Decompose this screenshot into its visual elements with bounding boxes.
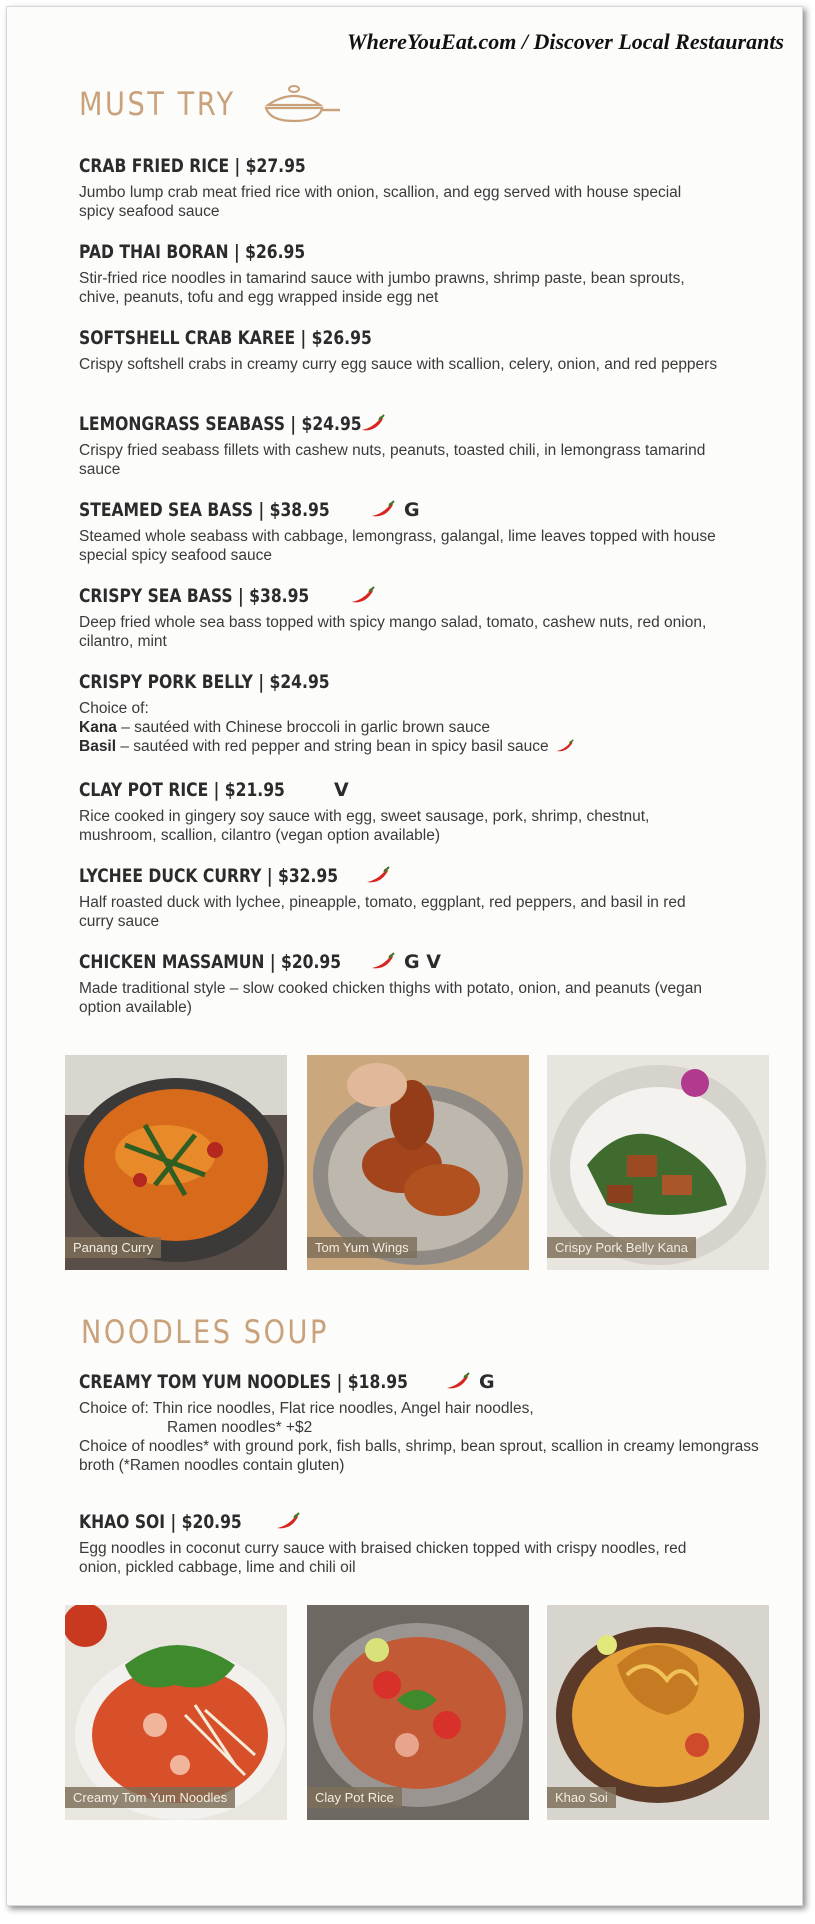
item-name: KHAO SOI | $20.95 (79, 1511, 242, 1533)
chili-pepper-icon (275, 1512, 301, 1532)
section-title-noodles-soup: NOODLES SOUP (81, 1313, 329, 1351)
chili-pepper-icon (350, 586, 376, 606)
menu-item-softshell-crab-karee (79, 325, 719, 374)
noodle-choice-line: Choice of: Thin rice noodles, Flat rice noodles, Angel hair noodles, (79, 1400, 534, 1417)
option-name: Kana (79, 719, 117, 736)
noodle-description: Choice of noodles* with ground pork, fish balls, shrimp, bean sprout, scallion in creamy lemongrass broth (*Ramen noodles contain gluten) (79, 1438, 759, 1474)
item-name: SOFTSHELL CRAB KAREE | $26.95 (79, 327, 372, 349)
item-name: PAD THAI BORAN | $26.95 (79, 241, 306, 263)
gluten-tag: G (404, 499, 420, 521)
site-watermark: WhereYouEat.com / Discover Local Restaurants (347, 29, 784, 54)
photo-label: Khao Soi (547, 1787, 616, 1808)
chili-pepper-icon (370, 500, 396, 520)
section-title-must-try: MUST TRY (79, 85, 236, 123)
item-desc (79, 699, 769, 756)
item-name: CRAB FRIED RICE | $27.95 (79, 155, 306, 177)
option-kana (79, 718, 769, 737)
item-name: CLAY POT RICE | $21.95 (79, 779, 285, 801)
chili-pepper-icon (555, 739, 575, 754)
item-name: LYCHEE DUCK CURRY | $32.95 (79, 865, 339, 887)
menu-item-steamed-sea-bass (79, 497, 719, 565)
option-basil (79, 737, 769, 756)
photo-clay-pot-rice (307, 1605, 529, 1820)
menu-page (6, 6, 803, 1906)
gluten-vegan-tags: G V (404, 951, 441, 973)
photo-label: Clay Pot Rice (307, 1787, 402, 1808)
item-desc: Stir-fried rice noodles in tamarind sauce with jumbo prawns, shrimp paste, bean sprouts, chive, peanuts, tofu and egg wrapped inside egg net (79, 270, 685, 306)
menu-item-lemongrass-seabass (79, 411, 719, 479)
item-name: CRISPY SEA BASS | $38.95 (79, 585, 310, 607)
menu-item-crispy-sea-bass (79, 583, 719, 651)
pan-icon (262, 83, 342, 125)
option-name: Basil (79, 738, 117, 755)
chili-pepper-icon (445, 1372, 471, 1392)
chili-pepper-icon (370, 952, 396, 972)
menu-item-crab-fried-rice (79, 153, 719, 221)
chili-pepper-icon (360, 414, 386, 434)
option-desc: – sautéed with Chinese broccoli in garlic brown sauce (116, 719, 490, 736)
item-desc (79, 1399, 769, 1475)
item-desc: Egg noodles in coconut curry sauce with braised chicken topped with crispy noodles, red onion, pickled cabbage, lime and chili oil (79, 1540, 687, 1576)
item-desc: Jumbo lump crab meat fried rice with onion, scallion, and egg served with house special spicy seafood sauce (79, 184, 682, 220)
item-name: CREAMY TOM YUM NOODLES | $18.95 (79, 1371, 408, 1393)
menu-item-clay-pot-rice (79, 777, 719, 845)
photo-label: Tom Yum Wings (307, 1237, 417, 1258)
item-name: STEAMED SEA BASS | $38.95 (79, 499, 330, 521)
item-desc: Rice cooked in gingery soy sauce with egg, sweet sausage, pork, shrimp, chestnut, mushroom, scallion, cilantro (vegan option available) (79, 808, 650, 844)
photo-label: Crispy Pork Belly Kana (547, 1237, 696, 1258)
photo-khao-soi (547, 1605, 769, 1820)
item-desc: Crispy fried seabass fillets with cashew nuts, peanuts, toasted chili, in lemongrass tamarind sauce (79, 442, 706, 478)
item-name: LEMONGRASS SEABASS | $24.95 (79, 413, 362, 435)
menu-item-creamy-tom-yum-noodles (79, 1369, 769, 1475)
photo-label: Panang Curry (65, 1237, 161, 1258)
item-desc: Steamed whole seabass with cabbage, lemongrass, galangal, lime leaves topped with house special spicy seafood sauce (79, 528, 716, 564)
option-desc: – sautéed with red pepper and string bean in spicy basil sauce (116, 738, 549, 755)
vegan-tag: V (334, 779, 349, 801)
item-desc: Deep fried whole sea bass topped with spicy mango salad, tomato, cashew nuts, red onion, cilantro, mint (79, 614, 707, 650)
item-name: CRISPY PORK BELLY | $24.95 (79, 671, 330, 693)
menu-item-crispy-pork-belly (79, 669, 769, 756)
item-desc: Made traditional style – slow cooked chicken thighs with potato, onion, and peanuts (vegan option available) (79, 980, 702, 1016)
photo-tom-yum-wings (307, 1055, 529, 1270)
item-desc: Half roasted duck with lychee, pineapple, tomato, eggplant, red peppers, and basil in red curry sauce (79, 894, 686, 930)
item-desc: Crispy softshell crabs in creamy curry egg sauce with scallion, celery, onion, and red peppers (79, 356, 718, 373)
item-name: CHICKEN MASSAMUN | $20.95 (79, 951, 342, 973)
photo-panang-curry (65, 1055, 287, 1270)
choice-label: Choice of: (79, 700, 149, 717)
ramen-option-line: Ramen noodles* +$2 (167, 1419, 313, 1436)
menu-item-lychee-duck-curry (79, 863, 719, 931)
menu-item-chicken-massamun (79, 949, 719, 1017)
menu-item-khao-soi (79, 1509, 719, 1577)
photo-crispy-pork-belly-kana (547, 1055, 769, 1270)
gluten-tag: G (479, 1371, 495, 1393)
photo-creamy-tom-yum-noodles (65, 1605, 287, 1820)
menu-item-pad-thai-boran (79, 239, 719, 307)
chili-pepper-icon (365, 866, 391, 886)
photo-label: Creamy Tom Yum Noodles (65, 1787, 235, 1808)
